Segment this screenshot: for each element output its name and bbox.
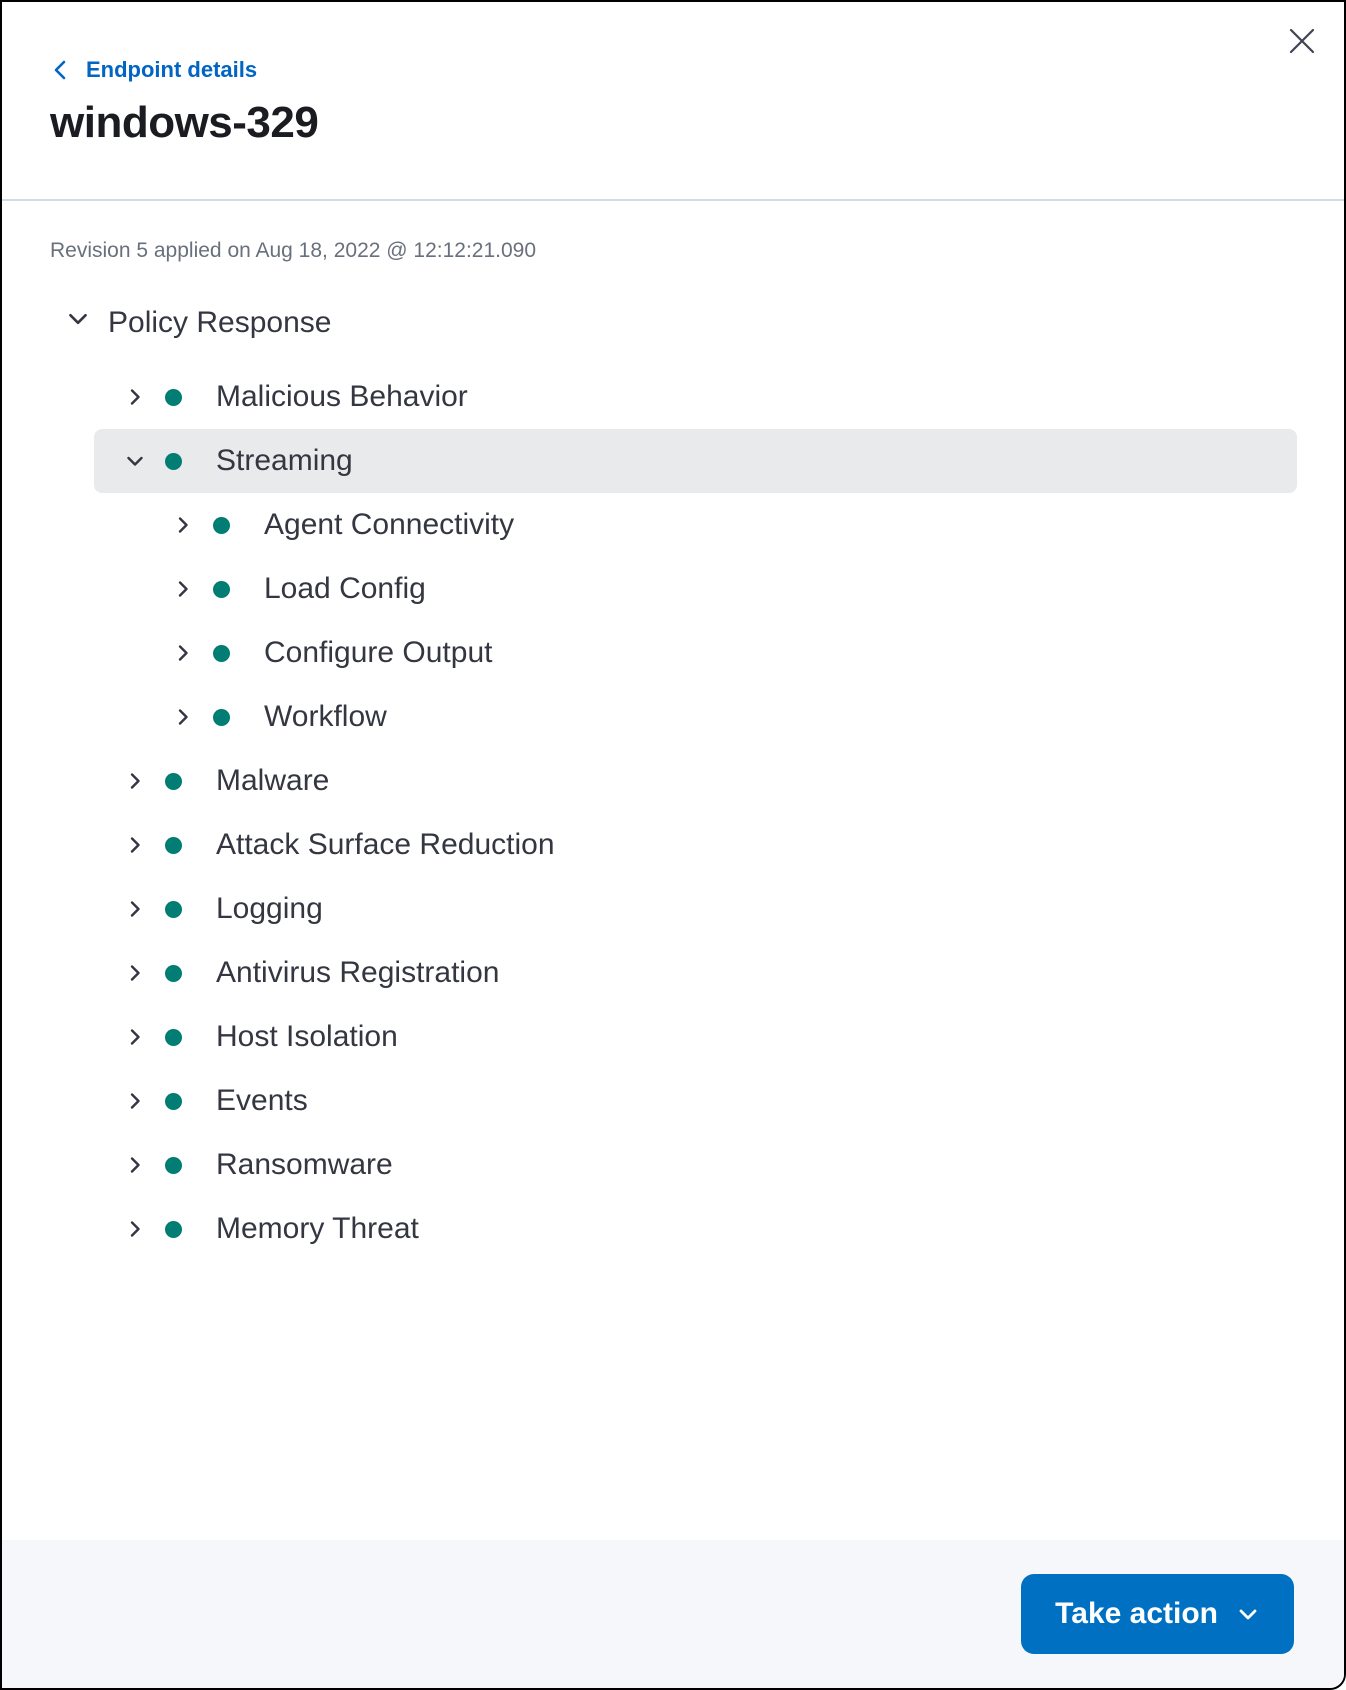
chevron-right-icon[interactable] bbox=[124, 898, 146, 920]
tree-row-label: Malicious Behavior bbox=[216, 380, 468, 413]
tree-row-workflow[interactable] bbox=[94, 685, 1297, 749]
chevron-right-icon[interactable] bbox=[124, 1218, 146, 1240]
tree-row-label: Workflow bbox=[264, 700, 387, 733]
chevron-right-icon[interactable] bbox=[124, 962, 146, 984]
chevron-left-icon bbox=[50, 58, 70, 82]
chevron-down-icon bbox=[65, 306, 91, 340]
flyout-footer bbox=[2, 1540, 1344, 1688]
tree-row-agent-connectivity[interactable] bbox=[94, 493, 1297, 557]
flyout-body bbox=[2, 201, 1344, 1540]
status-dot bbox=[213, 581, 230, 598]
back-link-label: Endpoint details bbox=[86, 57, 258, 82]
tree-row-label: Streaming bbox=[216, 444, 353, 477]
chevron-right-icon[interactable] bbox=[124, 770, 146, 792]
tree-row-attack-surface-reduction[interactable] bbox=[94, 813, 1297, 877]
tree-row-load-config[interactable] bbox=[94, 557, 1297, 621]
tree-row-ransomware[interactable] bbox=[94, 1133, 1297, 1197]
tree-row-malicious-behavior[interactable] bbox=[94, 365, 1297, 429]
chevron-right-icon[interactable] bbox=[172, 514, 194, 536]
chevron-down-icon[interactable] bbox=[124, 450, 146, 472]
status-dot bbox=[165, 1221, 182, 1238]
tree-row-configure-output[interactable] bbox=[94, 621, 1297, 685]
tree-row-label: Malware bbox=[216, 764, 330, 797]
tree-row-logging[interactable] bbox=[94, 877, 1297, 941]
tree-row-host-isolation[interactable] bbox=[94, 1005, 1297, 1069]
tree-row-memory-threat[interactable] bbox=[94, 1197, 1297, 1261]
tree-row-label: Host Isolation bbox=[216, 1020, 398, 1053]
chevron-right-icon[interactable] bbox=[124, 1090, 146, 1112]
page-title: windows-329 bbox=[50, 98, 319, 147]
tree-row-events[interactable] bbox=[94, 1069, 1297, 1133]
tree-row-label: Configure Output bbox=[264, 636, 493, 669]
tree-row-label: Events bbox=[216, 1084, 308, 1117]
status-dot bbox=[165, 901, 182, 918]
status-dot bbox=[165, 453, 182, 470]
status-dot bbox=[165, 965, 182, 982]
close-icon bbox=[1287, 26, 1317, 59]
revision-status-text: Revision 5 applied on Aug 18, 2022 @ 12:12:21.090 bbox=[50, 239, 537, 262]
tree-row-label: Agent Connectivity bbox=[264, 508, 515, 541]
chevron-right-icon[interactable] bbox=[172, 706, 194, 728]
flyout-header bbox=[2, 2, 1344, 201]
status-dot bbox=[165, 837, 182, 854]
chevron-right-icon[interactable] bbox=[124, 386, 146, 408]
chevron-right-icon[interactable] bbox=[124, 1154, 146, 1176]
policy-response-tree bbox=[50, 365, 1296, 1261]
take-action-button[interactable] bbox=[1021, 1574, 1294, 1654]
chevron-down-icon bbox=[1236, 1602, 1260, 1626]
tree-row-streaming[interactable] bbox=[94, 429, 1297, 493]
tree-root-label: Policy Response bbox=[108, 306, 332, 339]
tree-row-antivirus-registration[interactable] bbox=[94, 941, 1297, 1005]
status-dot bbox=[165, 389, 182, 406]
status-dot bbox=[213, 517, 230, 534]
status-dot bbox=[165, 773, 182, 790]
tree-row-label: Memory Threat bbox=[216, 1212, 419, 1245]
status-dot bbox=[213, 645, 230, 662]
chevron-right-icon[interactable] bbox=[172, 642, 194, 664]
take-action-label: Take action bbox=[1055, 1597, 1218, 1630]
tree-row-malware[interactable] bbox=[94, 749, 1297, 813]
tree-row-label: Attack Surface Reduction bbox=[216, 828, 555, 861]
back-link[interactable] bbox=[50, 57, 257, 83]
tree-row-label: Antivirus Registration bbox=[216, 956, 500, 989]
chevron-right-icon[interactable] bbox=[172, 578, 194, 600]
tree-row-label: Ransomware bbox=[216, 1148, 393, 1181]
chevron-right-icon[interactable] bbox=[124, 834, 146, 856]
policy-response-toggle[interactable] bbox=[50, 301, 331, 345]
close-button[interactable] bbox=[1284, 24, 1320, 60]
status-dot bbox=[165, 1093, 182, 1110]
status-dot bbox=[165, 1157, 182, 1174]
tree-row-label: Logging bbox=[216, 892, 323, 925]
status-dot bbox=[165, 1029, 182, 1046]
chevron-right-icon[interactable] bbox=[124, 1026, 146, 1048]
status-dot bbox=[213, 709, 230, 726]
tree-row-label: Load Config bbox=[264, 572, 426, 605]
